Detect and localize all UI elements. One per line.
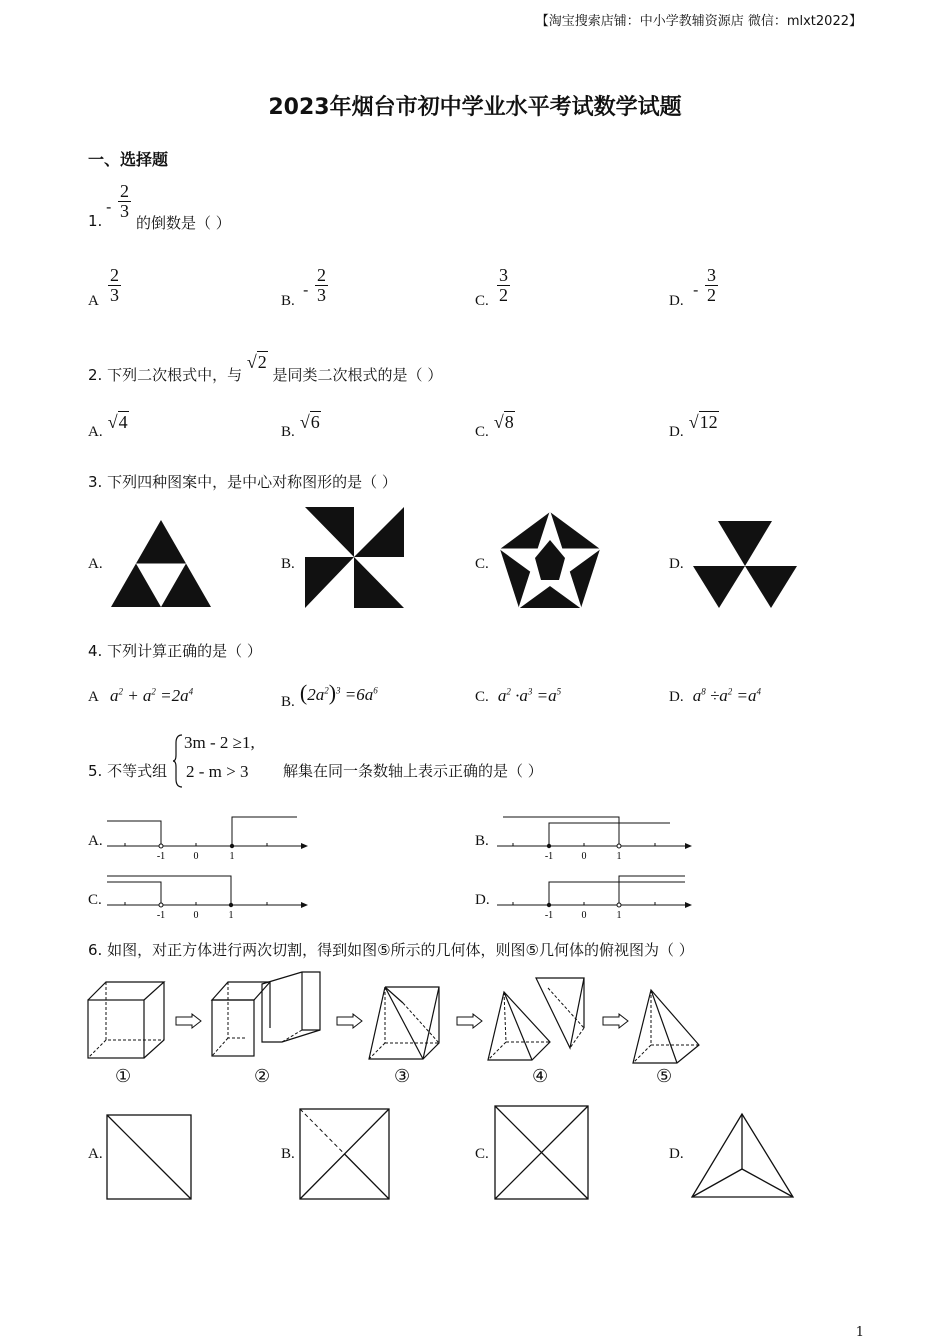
tick-label: 1 (228, 910, 234, 921)
system-brace (172, 733, 184, 789)
tick-label: 0 (193, 910, 199, 921)
question-5-suffix: 解集在同一条数轴上表示正确的是（ ） (283, 762, 543, 780)
option-fraction (108, 266, 121, 305)
neg-sign: - (303, 280, 309, 299)
option-d[interactable]: D. $a^8 \div a^2 =a^4$ (669, 686, 762, 705)
question-6: 6. 如图，对正方体进行两次切割，得到如图⑤所示的几何体，则图⑤几何体的俯视图为（ ） (88, 941, 694, 959)
sqrt-expression: √8 (493, 412, 514, 432)
fraction-numerator: 2 (110, 265, 119, 285)
fraction-numerator: 3 (499, 265, 508, 285)
fraction-numerator: 3 (707, 265, 716, 285)
neg-sign: - (693, 280, 699, 299)
arrow-icon (602, 1013, 630, 1029)
question-stem-suffix: 是同类二次根式的是（ ） (272, 366, 443, 384)
radicand: 12 (699, 412, 718, 432)
option-c[interactable] (475, 412, 515, 440)
figure-label-4: ④ (532, 1066, 549, 1087)
option-b-label[interactable]: B. (281, 1146, 295, 1162)
fraction-numerator: 2 (317, 265, 326, 285)
number-line-c[interactable] (105, 870, 310, 922)
option-d-label[interactable]: D. (475, 892, 490, 908)
radicand: 6 (310, 412, 320, 432)
section-title: 一、选择题 (88, 150, 169, 169)
pinwheel-figure[interactable] (304, 505, 408, 611)
option-label: C. (475, 293, 489, 309)
option-fraction (705, 266, 718, 305)
option-b[interactable]: B. $(2a^2)^3 =6a^6$ (281, 680, 378, 710)
question-stem: 的倒数是（ ） (136, 214, 231, 232)
question-5-prefix: 5. 不等式组 (88, 762, 168, 780)
option-d-label[interactable]: D. (669, 1146, 684, 1162)
radicand: 4 (118, 412, 128, 432)
page-number: 1 (855, 1325, 864, 1340)
question-3: 3. 下列四种图案中，是中心对称图形的是（ ） (88, 473, 397, 491)
option-b[interactable] (281, 412, 321, 440)
option-label: C. (475, 689, 489, 705)
number-line-a[interactable] (105, 812, 310, 864)
figure-label-3: ③ (394, 1066, 411, 1087)
q2-options (88, 412, 848, 442)
fraction-numerator: 2 (120, 181, 129, 201)
tick-label: 1 (616, 851, 622, 862)
right-triangle (745, 566, 797, 608)
system-line-2: 2 - m > 3 (186, 762, 249, 781)
question-number: 1. (88, 212, 103, 230)
number-line-d[interactable] (495, 870, 700, 922)
tick-label: 1 (229, 851, 235, 862)
option-d-label[interactable]: D. (669, 556, 684, 572)
sqrt-expression: √12 (688, 412, 718, 432)
blade (305, 557, 354, 608)
prism-figure-3 (367, 983, 445, 1063)
option-a-label[interactable]: A. (88, 556, 103, 572)
fraction-denominator: 3 (120, 200, 129, 221)
question-4: 4. 下列计算正确的是（ ） (88, 642, 262, 660)
option-c-label[interactable]: C. (475, 556, 489, 572)
option-label: C. (475, 424, 489, 440)
option-label: D. (669, 689, 684, 705)
fraction-denominator: 2 (707, 284, 716, 305)
tick-label: -1 (156, 851, 166, 862)
radicand: 2 (257, 352, 267, 372)
option-c[interactable]: C. $a^2 \cdot a^3 =a^5$ (475, 686, 562, 705)
tick-label: -1 (544, 910, 554, 921)
q4-options (88, 680, 848, 714)
system-line-1: 3m - 2 ≥1, (184, 733, 255, 752)
top-view-c[interactable] (494, 1104, 590, 1200)
option-label: A (88, 293, 99, 309)
stem-fraction (118, 182, 131, 221)
page-title: 2023年烟台市初中学业水平考试数学试题 (268, 95, 682, 120)
option-c-label[interactable]: C. (475, 1146, 489, 1162)
tick-label: 0 (581, 851, 587, 862)
option-label: B. (281, 293, 295, 309)
top-view-b[interactable] (299, 1107, 391, 1201)
cube-figure-2 (210, 968, 325, 1060)
option-d[interactable] (669, 412, 719, 440)
pyramid-figure-4 (486, 974, 590, 1066)
option-label: B. (281, 694, 295, 710)
three-triangles-figure[interactable] (692, 518, 798, 610)
tick-label: 1 (616, 910, 622, 921)
arrow-icon (175, 1013, 203, 1029)
fraction-denominator: 3 (110, 284, 119, 305)
option-b-label[interactable]: B. (281, 556, 295, 572)
triforce-figure[interactable] (108, 515, 214, 610)
option-label: A. (88, 424, 103, 440)
arrow-icon (336, 1013, 364, 1029)
option-b-label[interactable]: B. (475, 833, 489, 849)
option-label: B. (281, 424, 295, 440)
option-label: D. (669, 424, 684, 440)
top-triangle (718, 521, 772, 566)
fraction-denominator: 2 (499, 284, 508, 305)
radicand: 8 (504, 412, 514, 432)
option-c-label[interactable]: C. (88, 892, 102, 908)
top-view-d[interactable] (690, 1111, 796, 1201)
sqrt-expression: √4 (107, 412, 128, 432)
tick-label: -1 (544, 851, 554, 862)
blade (305, 507, 354, 557)
option-fraction (315, 266, 328, 305)
arrow-icon (456, 1013, 484, 1029)
neg-sign: - (106, 198, 112, 216)
figure-label-1: ① (115, 1066, 132, 1087)
option-a[interactable] (88, 412, 129, 440)
figure-label-5: ⑤ (656, 1066, 673, 1087)
q1-options (88, 266, 848, 316)
top-view-a[interactable] (106, 1113, 194, 1201)
cube-figure-1 (86, 978, 168, 1062)
blade (354, 507, 404, 557)
option-a-label[interactable]: A. (88, 833, 103, 849)
pentagon-star-figure[interactable] (497, 510, 603, 610)
left-triangle (693, 566, 745, 608)
tick-label: 0 (193, 851, 199, 862)
option-label: A (88, 689, 99, 705)
sqrt-expression: √2 (246, 352, 267, 372)
question-2 (88, 352, 443, 384)
number-line-b[interactable] (495, 812, 700, 864)
option-a[interactable]: A $a^2 + a^2 =2a^4$ (88, 686, 194, 705)
question-stem: 2. 下列二次根式中，与 (88, 366, 243, 384)
fraction-denominator: 3 (317, 284, 326, 305)
sqrt-expression: √6 (299, 412, 320, 432)
option-fraction (497, 266, 510, 305)
header-note: 【淘宝搜索店铺：中小学教辅资源店 微信：mlxt2022】 (535, 14, 862, 29)
tick-label: 0 (581, 910, 587, 921)
tick-label: -1 (156, 910, 166, 921)
option-a-label[interactable]: A. (88, 1146, 103, 1162)
option-label: D. (669, 293, 684, 309)
figure-label-2: ② (254, 1066, 271, 1087)
blade (354, 557, 404, 608)
pyramid-figure-5 (631, 987, 703, 1065)
